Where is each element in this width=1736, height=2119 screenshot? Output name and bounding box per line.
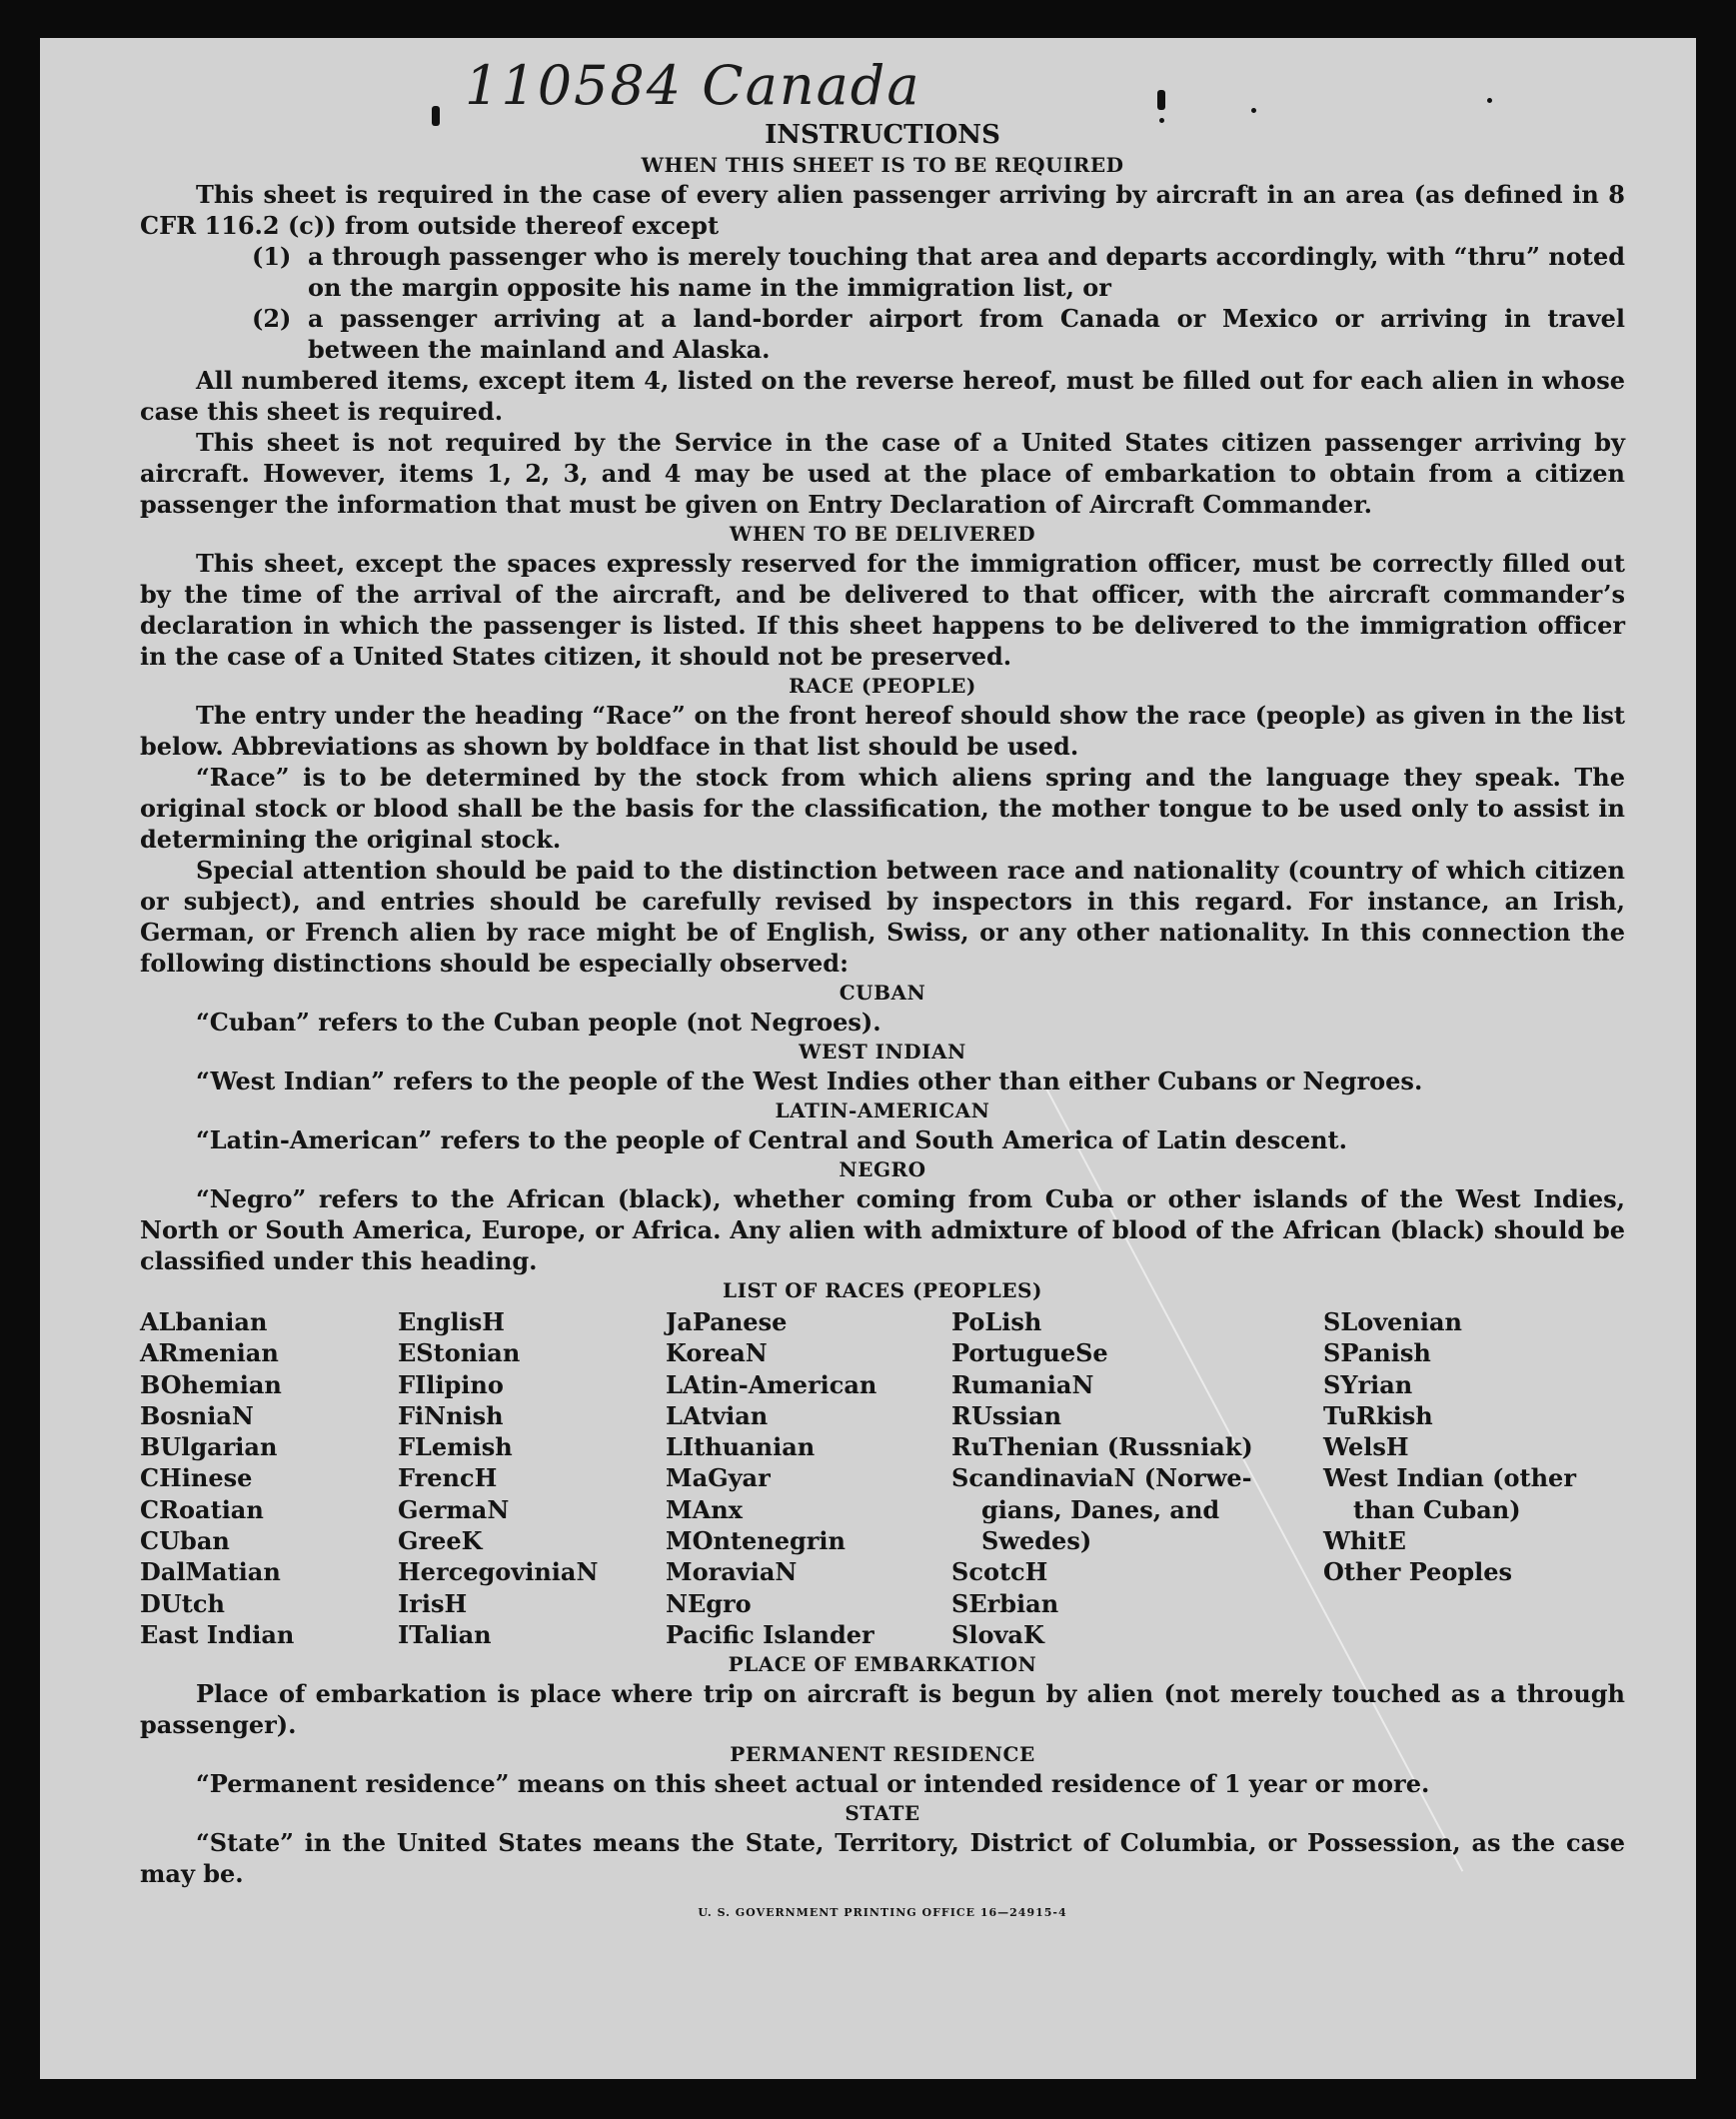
paragraph: The entry under the heading “Race” on the front hereof should show the race (people) as given in the list below. Abbreviations as shown by boldface in that list should be used. xyxy=(140,701,1625,761)
race-entry: LAtvian xyxy=(666,1400,769,1430)
race-entry: ScandinaviaN (Norwe- xyxy=(951,1463,1252,1493)
paragraph: “Latin-American” refers to the people of Central and South America of Latin descent. xyxy=(196,1125,1347,1154)
race-entry: ARmenian xyxy=(140,1338,279,1368)
race-entry: MAnx xyxy=(666,1494,743,1524)
document-sheet xyxy=(40,38,1696,2079)
section-heading: PLACE OF EMBARKATION xyxy=(728,1652,1037,1677)
race-column xyxy=(666,1306,951,1650)
paragraph: All numbered items, except item 4, listed on the reverse hereof, must be filled out for each alien in whose case this sheet is required. xyxy=(140,366,1625,426)
list-item: (2) a passenger arriving at a land-border airport from Canada or Mexico or arriving in travel between the mainland and Alaska. xyxy=(252,304,1625,364)
race-entry: TuRkish xyxy=(1323,1400,1433,1430)
race-entry: East Indian xyxy=(140,1619,295,1649)
race-entry: CHinese xyxy=(140,1463,253,1493)
race-entry: RUssian xyxy=(951,1400,1062,1430)
race-column xyxy=(398,1306,666,1650)
race-column xyxy=(140,1306,398,1650)
race-entry: BosniaN xyxy=(140,1400,254,1430)
section-heading: WEST INDIAN xyxy=(799,1040,966,1063)
race-entry: WhitE xyxy=(1323,1526,1406,1556)
paragraph: “Permanent residence” means on this sheet actual or intended residence of 1 year or more. xyxy=(196,1769,1430,1799)
instructions-body xyxy=(140,120,1625,1928)
race-entry: SlovaK xyxy=(951,1619,1044,1649)
race-entry: EnglisH xyxy=(398,1307,505,1336)
race-entry: Pacific Islander xyxy=(666,1619,874,1649)
race-entry: ALbanian xyxy=(140,1307,268,1336)
race-entry: SPanish xyxy=(1323,1338,1431,1368)
ink-mark xyxy=(1157,90,1165,110)
section-heading: STATE xyxy=(845,1801,920,1826)
race-entry: RumaniaN xyxy=(951,1369,1094,1399)
race-entry: SYrian xyxy=(1323,1369,1413,1399)
race-entry: SLovenian xyxy=(1323,1307,1462,1336)
race-entry: West Indian (other xyxy=(1323,1463,1576,1493)
race-entry: DUtch xyxy=(140,1588,225,1618)
paragraph: Special attention should be paid to the distinction between race and nationality (country of which citizen or subject), and entries should be carefully revised by inspectors in this regard. For instance, an Irish, German, or French alien by race might be of English, Swiss, or any other nationality. In this connection the following distinctions should be especially observed: xyxy=(140,856,1625,978)
race-list xyxy=(140,1306,1625,1650)
ink-dot xyxy=(1251,108,1256,113)
section-heading: PERMANENT RESIDENCE xyxy=(730,1742,1035,1767)
page-title: INSTRUCTIONS xyxy=(765,120,1000,150)
race-entry: PortugueSe xyxy=(951,1338,1108,1368)
section-heading: CUBAN xyxy=(839,981,926,1005)
race-entry: KoreaN xyxy=(666,1338,768,1368)
race-entry: than Cuban) xyxy=(1353,1494,1521,1524)
ink-dot xyxy=(1487,98,1492,103)
paragraph: “Cuban” refers to the Cuban people (not Negroes). xyxy=(196,1008,881,1037)
race-entry: WelsH xyxy=(1323,1432,1409,1462)
race-entry: CRoatian xyxy=(140,1494,264,1524)
race-entry: MoraviaN xyxy=(666,1557,798,1587)
race-entry: FiNnish xyxy=(398,1400,504,1430)
paragraph: This sheet, except the spaces expressly reserved for the immigration officer, must be correctly filled out by the time of the arrival of the aircraft, and be delivered to that officer, with the aircraft commander’s declaration in which the passenger is listed. If this sheet happens to be delivered to the immigration officer in the case of a United States citizen, it should not be preserved. xyxy=(140,549,1625,671)
race-entry: EStonian xyxy=(398,1338,521,1368)
race-entry: LAtin-American xyxy=(666,1369,877,1399)
race-entry: GreeK xyxy=(398,1526,483,1556)
race-entry: ScotcH xyxy=(951,1557,1048,1587)
race-entry: MOntenegrin xyxy=(666,1526,846,1556)
race-entry: HercegoviniaN xyxy=(398,1557,599,1587)
race-entry: SErbian xyxy=(951,1588,1059,1618)
race-entry: GermaN xyxy=(398,1494,510,1524)
paragraph: This sheet is not required by the Service in the case of a United States citizen passenger arriving by aircraft. However, items 1, 2, 3, and 4 may be used at the place of embarkation to obtain from a citizen passenger the information that must be given on Entry Declaration of Aircraft Commander. xyxy=(140,428,1625,519)
section-heading: RACE (PEOPLE) xyxy=(789,674,976,698)
race-entry: BOhemian xyxy=(140,1369,282,1399)
race-entry: FLemish xyxy=(398,1432,513,1462)
race-column xyxy=(1323,1306,1613,1650)
race-entry: ITalian xyxy=(398,1619,492,1649)
race-entry: CUban xyxy=(140,1526,230,1556)
paragraph: “State” in the United States means the State, Territory, District of Columbia, or Possession, as the case may be. xyxy=(140,1828,1625,1889)
paragraph: “Negro” refers to the African (black), whether coming from Cuba or other islands of the West Indies, North or South America, Europe, or Africa. Any alien with admixture of blood of the African (black) should be classified under this heading. xyxy=(140,1184,1625,1275)
section-heading: LATIN-AMERICAN xyxy=(775,1098,990,1122)
race-entry: gians, Danes, and xyxy=(981,1494,1220,1524)
race-entry: BUlgarian xyxy=(140,1432,278,1462)
printer-imprint: U. S. GOVERNMENT PRINTING OFFICE 16—24915-4 xyxy=(698,1906,1067,1920)
paragraph: Place of embarkation is place where trip on aircraft is begun by alien (not merely touched as a through passenger). xyxy=(140,1679,1625,1740)
paragraph: This sheet is required in the case of every alien passenger arriving by aircraft in an area (as defined in 8 CFR 116.2 (c)) from outside thereof except xyxy=(140,180,1625,240)
paragraph: “West Indian” refers to the people of the West Indies other than either Cubans or Negroes. xyxy=(196,1066,1423,1095)
section-heading: NEGRO xyxy=(839,1157,926,1181)
race-entry: Other Peoples xyxy=(1323,1557,1513,1587)
race-entry: Swedes) xyxy=(981,1526,1092,1556)
race-entry: JaPanese xyxy=(666,1307,788,1336)
paragraph: “Race” is to be determined by the stock from which aliens spring and the language they speak. The original stock or blood shall be the basis for the classification, the mother tongue to be used only to assist in determining the original stock. xyxy=(140,763,1625,854)
list-item: (1) a through passenger who is merely touching that area and departs accordingly, with “thru” noted on the margin opposite his name in the immigration list, or xyxy=(252,242,1625,302)
race-entry: NEgro xyxy=(666,1588,752,1618)
race-entry: MaGyar xyxy=(666,1463,771,1493)
race-entry: IrisH xyxy=(398,1588,468,1618)
race-entry: LIthuanian xyxy=(666,1432,816,1462)
race-entry: RuThenian (Russniak) xyxy=(951,1432,1253,1462)
race-entry: FrencH xyxy=(398,1463,498,1493)
race-column xyxy=(951,1306,1323,1650)
handwritten-note: 110584 Canada xyxy=(465,54,921,117)
section-heading: WHEN THIS SHEET IS TO BE REQUIRED xyxy=(641,153,1124,177)
race-entry: PoLish xyxy=(951,1307,1042,1336)
race-entry: DalMatian xyxy=(140,1557,281,1587)
race-entry: FIlipino xyxy=(398,1369,504,1399)
section-heading: LIST OF RACES (PEOPLES) xyxy=(723,1278,1042,1302)
section-heading: WHEN TO BE DELIVERED xyxy=(729,522,1036,546)
